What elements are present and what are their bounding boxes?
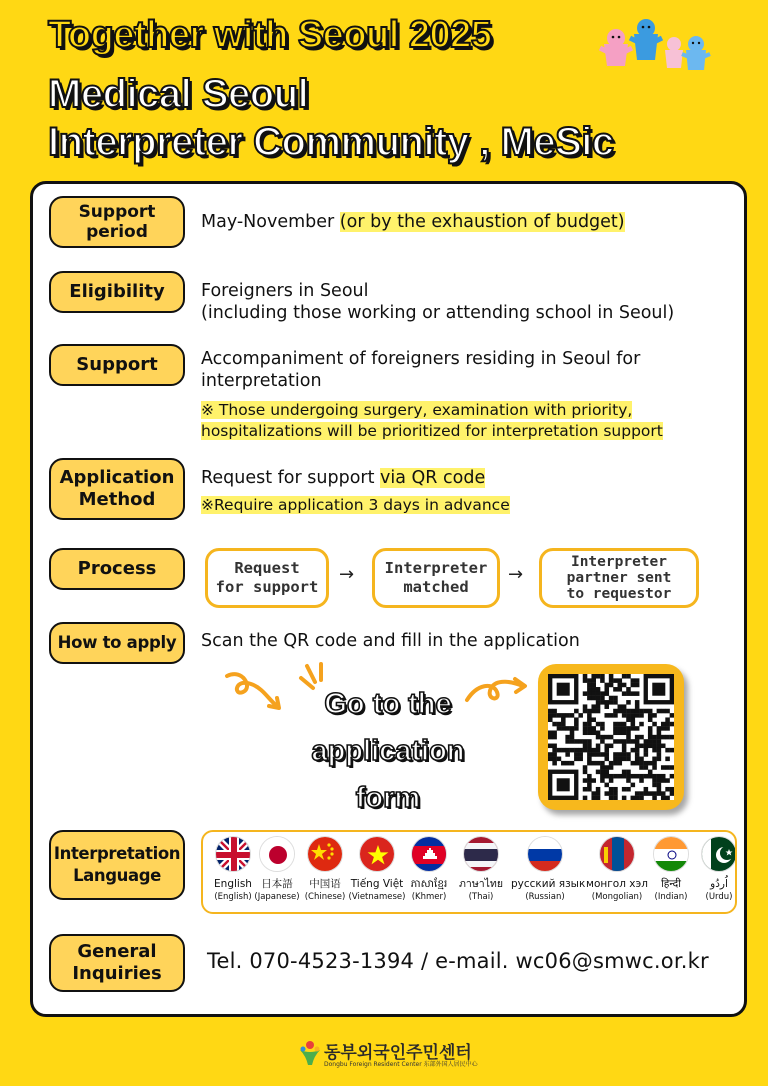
mongolia-flag-icon xyxy=(599,836,635,872)
china-flag-icon xyxy=(307,836,343,872)
language-russian: русский язык (Russian) xyxy=(511,836,579,903)
process-step-sent: Interpreter partner sent to requestor xyxy=(539,548,699,608)
eligibility-line-2: (including those working or attending school in Seoul) xyxy=(201,303,675,323)
language-hindi: हिन्दी (Indian) xyxy=(641,836,701,903)
thailand-flag-icon xyxy=(463,836,499,872)
org-logo: 동부외국인주민센터 Dongbu Foreign Resident Center 东部外国人居民中心 xyxy=(298,1038,478,1070)
curly-arrow-left-icon xyxy=(223,666,285,716)
label-general-inquiries: General Inquiries xyxy=(49,934,185,992)
title-line-1: Together with Seoul 2025 xyxy=(48,14,492,56)
label-support: Support xyxy=(49,344,185,386)
title-line-2: Medical Seoul xyxy=(48,72,309,116)
process-arrow-1: → xyxy=(339,564,355,585)
process-step-matched: Interpreter matched xyxy=(372,548,500,608)
language-vietnamese: Tiếng Việt (Vietnamese) xyxy=(347,836,407,903)
org-logo-icon xyxy=(298,1040,322,1066)
info-card xyxy=(30,181,747,1017)
language-mongolian: монгол хэл (Mongolian) xyxy=(585,836,649,903)
language-thai: ภาษาไทย (Thai) xyxy=(451,836,511,903)
language-khmer: ភាសាខ្មែរ (Khmer) xyxy=(399,836,459,903)
language-chinese: 中国语 (Chinese) xyxy=(295,836,355,903)
label-application-method: Application Method xyxy=(49,458,185,520)
language-japanese: 日本語 (Japanese) xyxy=(247,836,307,903)
language-urdu: اُردُو (Urdu) xyxy=(689,836,737,903)
label-process: Process xyxy=(49,548,185,590)
pakistan-flag-icon xyxy=(701,836,737,872)
language-list xyxy=(201,830,737,914)
contact-info[interactable]: Tel. 070-4523-1394 / e-mail. wc06@smwc.or.kr xyxy=(207,949,709,973)
application-method-note: ※Require application 3 days in advance xyxy=(201,496,510,514)
label-how-to-apply: How to apply xyxy=(49,622,185,664)
label-interpretation-language: Interpretation Language xyxy=(49,830,185,900)
application-form-link[interactable]: Go to the application form xyxy=(311,688,465,814)
qr-code-icon xyxy=(548,674,674,800)
qr-code[interactable] xyxy=(538,664,684,810)
japan-flag-icon xyxy=(259,836,295,872)
russia-flag-icon xyxy=(527,836,563,872)
title-line-3: Interpreter Community , MeSic xyxy=(48,120,614,164)
support-line-1: Accompaniment of foreigners residing in Seoul for xyxy=(201,349,641,369)
language-english: English (English) xyxy=(203,836,263,903)
application-method-text: Request for support via QR code xyxy=(201,468,486,488)
process-step-request: Request for support xyxy=(205,548,329,608)
mascot-figures-icon xyxy=(598,14,713,74)
uk-flag-icon xyxy=(215,836,251,872)
india-flag-icon xyxy=(653,836,689,872)
cambodia-flag-icon xyxy=(411,836,447,872)
vietnam-flag-icon xyxy=(359,836,395,872)
label-support-period: Support period xyxy=(49,196,185,248)
how-to-apply-text: Scan the QR code and fill in the application xyxy=(201,631,580,651)
support-period-text: May-November (or by the exhaustion of budget) xyxy=(201,212,625,232)
process-arrow-2: → xyxy=(508,564,524,585)
support-note: ※ Those undergoing surgery, examination with priority, hospitalizations will be prioritized for interpretation support xyxy=(201,401,663,440)
eligibility-line-1: Foreigners in Seoul xyxy=(201,281,369,301)
support-line-2: interpretation xyxy=(201,371,322,391)
label-eligibility: Eligibility xyxy=(49,271,185,313)
